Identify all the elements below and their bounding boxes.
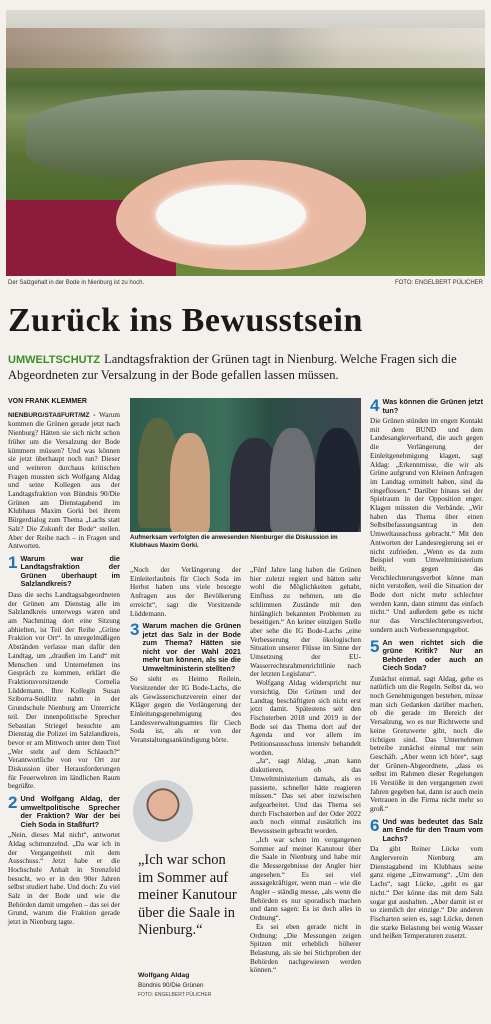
hero-caption: Der Salzgehalt in der Bode in Nienburg ist zu hoch. [8, 280, 145, 286]
person [270, 428, 315, 532]
author: VON FRANK KLEMMER [8, 398, 87, 405]
question-number: 1 [8, 552, 18, 572]
question-text: Und was bedeutet das Salz am Ende für den Traum vom Lachs? [382, 816, 483, 843]
question-1 [8, 552, 120, 589]
person [315, 428, 360, 532]
audience-caption-text: Aufmerksam verfolgten die anwesenden Nienburger die Diskussion im Klubhaus Maxim Gorki. [130, 534, 338, 549]
quote-credit: FOTO: ENGELBERT PÜLICHER [138, 992, 212, 998]
paragraph: Wolfgang Aldag widerspricht nur vorsichtig. Die Grünen und der Landtag beschäftigten sich nicht erst jetzt damit. Spätestens seit den Fischsterben 2018 und 2019 in der Bode sei das Thema dort auf der Agenda und vor allem im Petitionsausschuss intensiv behandelt worden. [250, 679, 361, 757]
question-3 [130, 622, 241, 673]
dateline: NIENBURG/STAßFURT/MZ - [8, 411, 96, 419]
houses-background [6, 28, 485, 68]
hero-caption-line [8, 280, 483, 286]
question-text: Und Wolfgang Aldag, der umweltpolitische Sprecher der Fraktion? War der bei Cieh Soda in Staßfurt? [20, 794, 120, 829]
person [170, 433, 210, 532]
quote-name: Wolfgang Aldag [138, 972, 190, 979]
question-number: 5 [370, 636, 380, 656]
question-6 [370, 815, 483, 844]
salt-pile [156, 185, 306, 245]
answer-6: Da gibt Reiner Lücke vom Anglerverein Nienburg am Dienstagabend im Klubhaus seine ganz eigene „Einwarnung“. „Um den Lachs“, sagt Lücke, „geht es gar nicht.“ Der könne das mit dem Salz sogar gut aushalten. „Aber damit ist er so ziemlich der einzige.“ Die anderen Fischarten seien es, sagt Lücke, denen die starke Belastung bei wenig Wasser und heißen Temperaturen zusetzt. [370, 845, 483, 941]
question-4 [370, 398, 483, 415]
question-number: 2 [8, 793, 18, 813]
answer-2: „Nein, dieses Mal nicht“, antwortet Aldag schmunzelnd. „Da war ich in der Vergangenheit mit dem Ausschuss.“ Jetzt habe er die Hochschule Anhalt in Strenzfeld besucht, wo er in den 90er Jahren selbst studiert habe. Und doch: Zu viel Salz in der Bode und wie die Behörden damit umgehen – das sei der Grund, warum die Fraktion gerade jetzt in Nienburg tagte. [8, 831, 120, 927]
answer-1: Dass die sechs Landtagsabgeordneten der Grünen am Dienstag alle im Salzlandkreis unterwegs waren und am Nachmittag dort eine Sitzung abhielten, ist Teil der Reihe „Grüne Fraktion vor Ort“. In unregelmäßigen Abständen verlasse man dafür den Landtag, um „draußen im Land“ mit Menschen und Unternehmen ins Gespräch zu kommen, erklärt die Fraktionsvorsitzende Cornelia Lüddemann. Ihre Kollegin Susan Sziborra-Seidlitz nahm in der Grundschule Nienburg am Unterricht teil. Der innenpolitische Sprecher Sebastian Striegel besuchte am Dienstag die Polizei im Salzlandkreis, bevor er am Mittwoch unter dem Titel „Wer steht auf dem Schlauch?“ Verantwortliche von vor Ort zur Diskussion über Herausforderungen für Feuerwehren im ländlichen Raum begrüßte. [8, 590, 120, 791]
column-2 [130, 566, 241, 745]
answer-3: So sieht es Heimo Reilein, Vorsitzender der IG Bode-Lachs, die als Gewässerschutzverein einer der Kläger gegen die Verlängerung der Einleitungsgenehmigung des Landesverwaltungsamtes für Ciech Soda ist, als er von der Veranstaltungsankündigung hörte. [130, 675, 241, 745]
paragraph: „Noch der Verlängerung der Einleiterlaubnis für Ciech Soda im Herbst haben uns viele besorgte Anfragen aus der Bevölkerung erreicht“, sagt die Vorsitzende Lüddemann. [130, 566, 241, 618]
headline: Zurück ins Bewusstsein [8, 302, 363, 339]
portrait-photo [133, 780, 193, 842]
kicker-tag: UMWELTSCHUTZ [8, 354, 101, 366]
hero-photo [6, 10, 485, 276]
column-3 [250, 566, 361, 975]
kicker-text: Landtagsfraktion der Grünen tagt in Nienburg. Welche Fragen sich die Abgeordneten zur Versalzung in der Bode gefallen lassen müssen. [8, 352, 457, 382]
kicker [8, 352, 483, 382]
audience-photo-caption [130, 534, 361, 550]
question-number: 6 [370, 815, 380, 835]
paragraph: „Fünf Jahre lang haben die Grünen hier zuletzt regiert und hätten sehr wohl die Möglichkeiten gehabt, Einfluss zu nehmen, um die schlimmen Zustände mit den hinlänglich bekannten Problemen zu beseitigen.“ An keiner einzigen Stelle aber sehe die IG Bode-Lachs „eine Verbesserung der ökologischen Situation unserer Flüsse im Sinne der Umsetzung der EU-Wasserrechtsrahmenrichtlinie nach der letzten Legislatur“. [250, 566, 361, 679]
question-number: 3 [130, 620, 140, 640]
intro-text: Warum kommen die Grünen gerade jetzt nach Nienburg? Hätten sie sich nicht schon früher um die Versalzung der Bode kümmern müssen? Und was können sie jetzt überhaupt noch tun? Dieser und weiteren durchaus kritischen Fragen mussten sich Wolfgang Aldag und seine Kollegen aus der Landtagsfraktion von Bündnis 90/Die Grünen am Dienstagabend im Klubhaus Maxim Gorki bei ihrem Bürgerdialog zum Thema „Lachs statt Salz? Die Zukunft der Bode“ stellen. Aber der Reihe nach – in Fragen und Antworten. [8, 410, 120, 551]
paragraph: „Ja“, sagt Aldag, „man kann diskutieren, ob das Umweltministerium damals, als es passierte, schneller hätte reagieren müssen.“ Das sei aber inzwischen aufgearbeitet. Und das Thema sei durch Fischsterben auf der Oder 2022 auch noch einmal zusätzlich ins Bewusstsein gebracht worden. [250, 757, 361, 836]
question-text: An wen richtet sich die grüne Kritik? Nur an Behörden oder auch an Ciech Soda? [382, 637, 483, 673]
question-5 [370, 636, 483, 673]
audience-photo [130, 398, 361, 532]
paragraph: „Ich war schon im vergangenen Sommer auf meiner Kanutour über die Saale in Nienburg und habe mir die Messergebnisse der Angler hier angesehen.“ Es sei viel aussagekräftiger, wenn man – wie die Angler – ständig messe, „als wenn die Behörden es nur sporadisch machen und dann sagen: Es ist doch alles in Ordnung“. [250, 835, 361, 923]
answer-4: Die Grünen stünden im engen Kontakt mit dem BUND und dem Landesanglerverband, die auch gegen die Verlängerung der Einleitgenehmigung klagen, sagt Aldag: „Erkenntnisse, die wir als Grüne aufgrund von Kleinen Anfragen im Landtag ermittelt haben, sind da eingeflossen.“ Darüber hinaus sei der Spielraum in der Opposition enger. Klagen müssten die Verbände. „Wir haben das Thema über einen Selbstbefassungsantrag in den Umweltausschuss gebracht.“ Mit den Antworten der Landesregierung sei er nicht zufrieden. „Wenn es da zum Beispiel vom Umweltministerium heißt, gegen das Verschlechterungsverbot könne man nicht verstoßen, weil die Situation der Bode dort nicht mehr schlechter werden kann, dann stimmt das einfach nicht.“ Und außerdem gebe es nicht nur das Verschlechterungsverbot, sondern auch Verbesserungsgebot. [370, 417, 483, 634]
column-4 [370, 398, 483, 941]
paragraph: Es sei eben gerade nicht in Ordnung: „Die Messungen zeigen Spitzen mit erheblich höherer Belastung, als sie bei Stichproben der Behörden nachgewiesen werden können.“ [250, 922, 361, 975]
question-text: Warum war die Landtagsfraktion der Grünen überhaupt im Salzlandkreis? [20, 553, 120, 589]
question-number: 4 [370, 396, 380, 415]
question-text: Was können die Grünen jetzt tun? [382, 397, 483, 415]
pull-quote: „Ich war schon im Sommer auf meiner Kanutour über die Saale in Nienburg.“ [138, 852, 237, 938]
intro-paragraph [8, 411, 120, 551]
question-text: Warum machen die Grünen jetzt das Salz in der Bode zum Thema? Hätten sie nicht vor der Wahl 2021 mehr tun können, als sie die Umweltministerin stellten? [142, 621, 241, 673]
quote-party: Bündnis 90/Die Grünen [138, 982, 204, 989]
answer-5: Zunächst einmal, sagt Aldag, gehe es natürlich um die Regeln. Selbst da, wo noch Genehmigungen bestehen, müsse man sich Gedanken darüber machen, ob die gerade im Bereich der Versalzung, wo es nur Richtwerte und keine Grenzwerte gibt, noch die richtigen sind. Das Unternehmen betreibe zunächst einmal nur sein Geschäft. „Aber wenn ich höre“, sagt der Grünen-Abgeordnete, „dass es selbst im Rahmen dieser Regelungen 16 Verstöße in den vergangenen zwei Jahren gegeben hat, dann ist auch mein Vertrauen in die Firma nicht mehr so groß.“ [370, 674, 483, 814]
column-1 [8, 398, 120, 927]
hero-credit: FOTO: ENGELBERT PÜLICHER [394, 280, 483, 286]
question-2 [8, 795, 120, 829]
